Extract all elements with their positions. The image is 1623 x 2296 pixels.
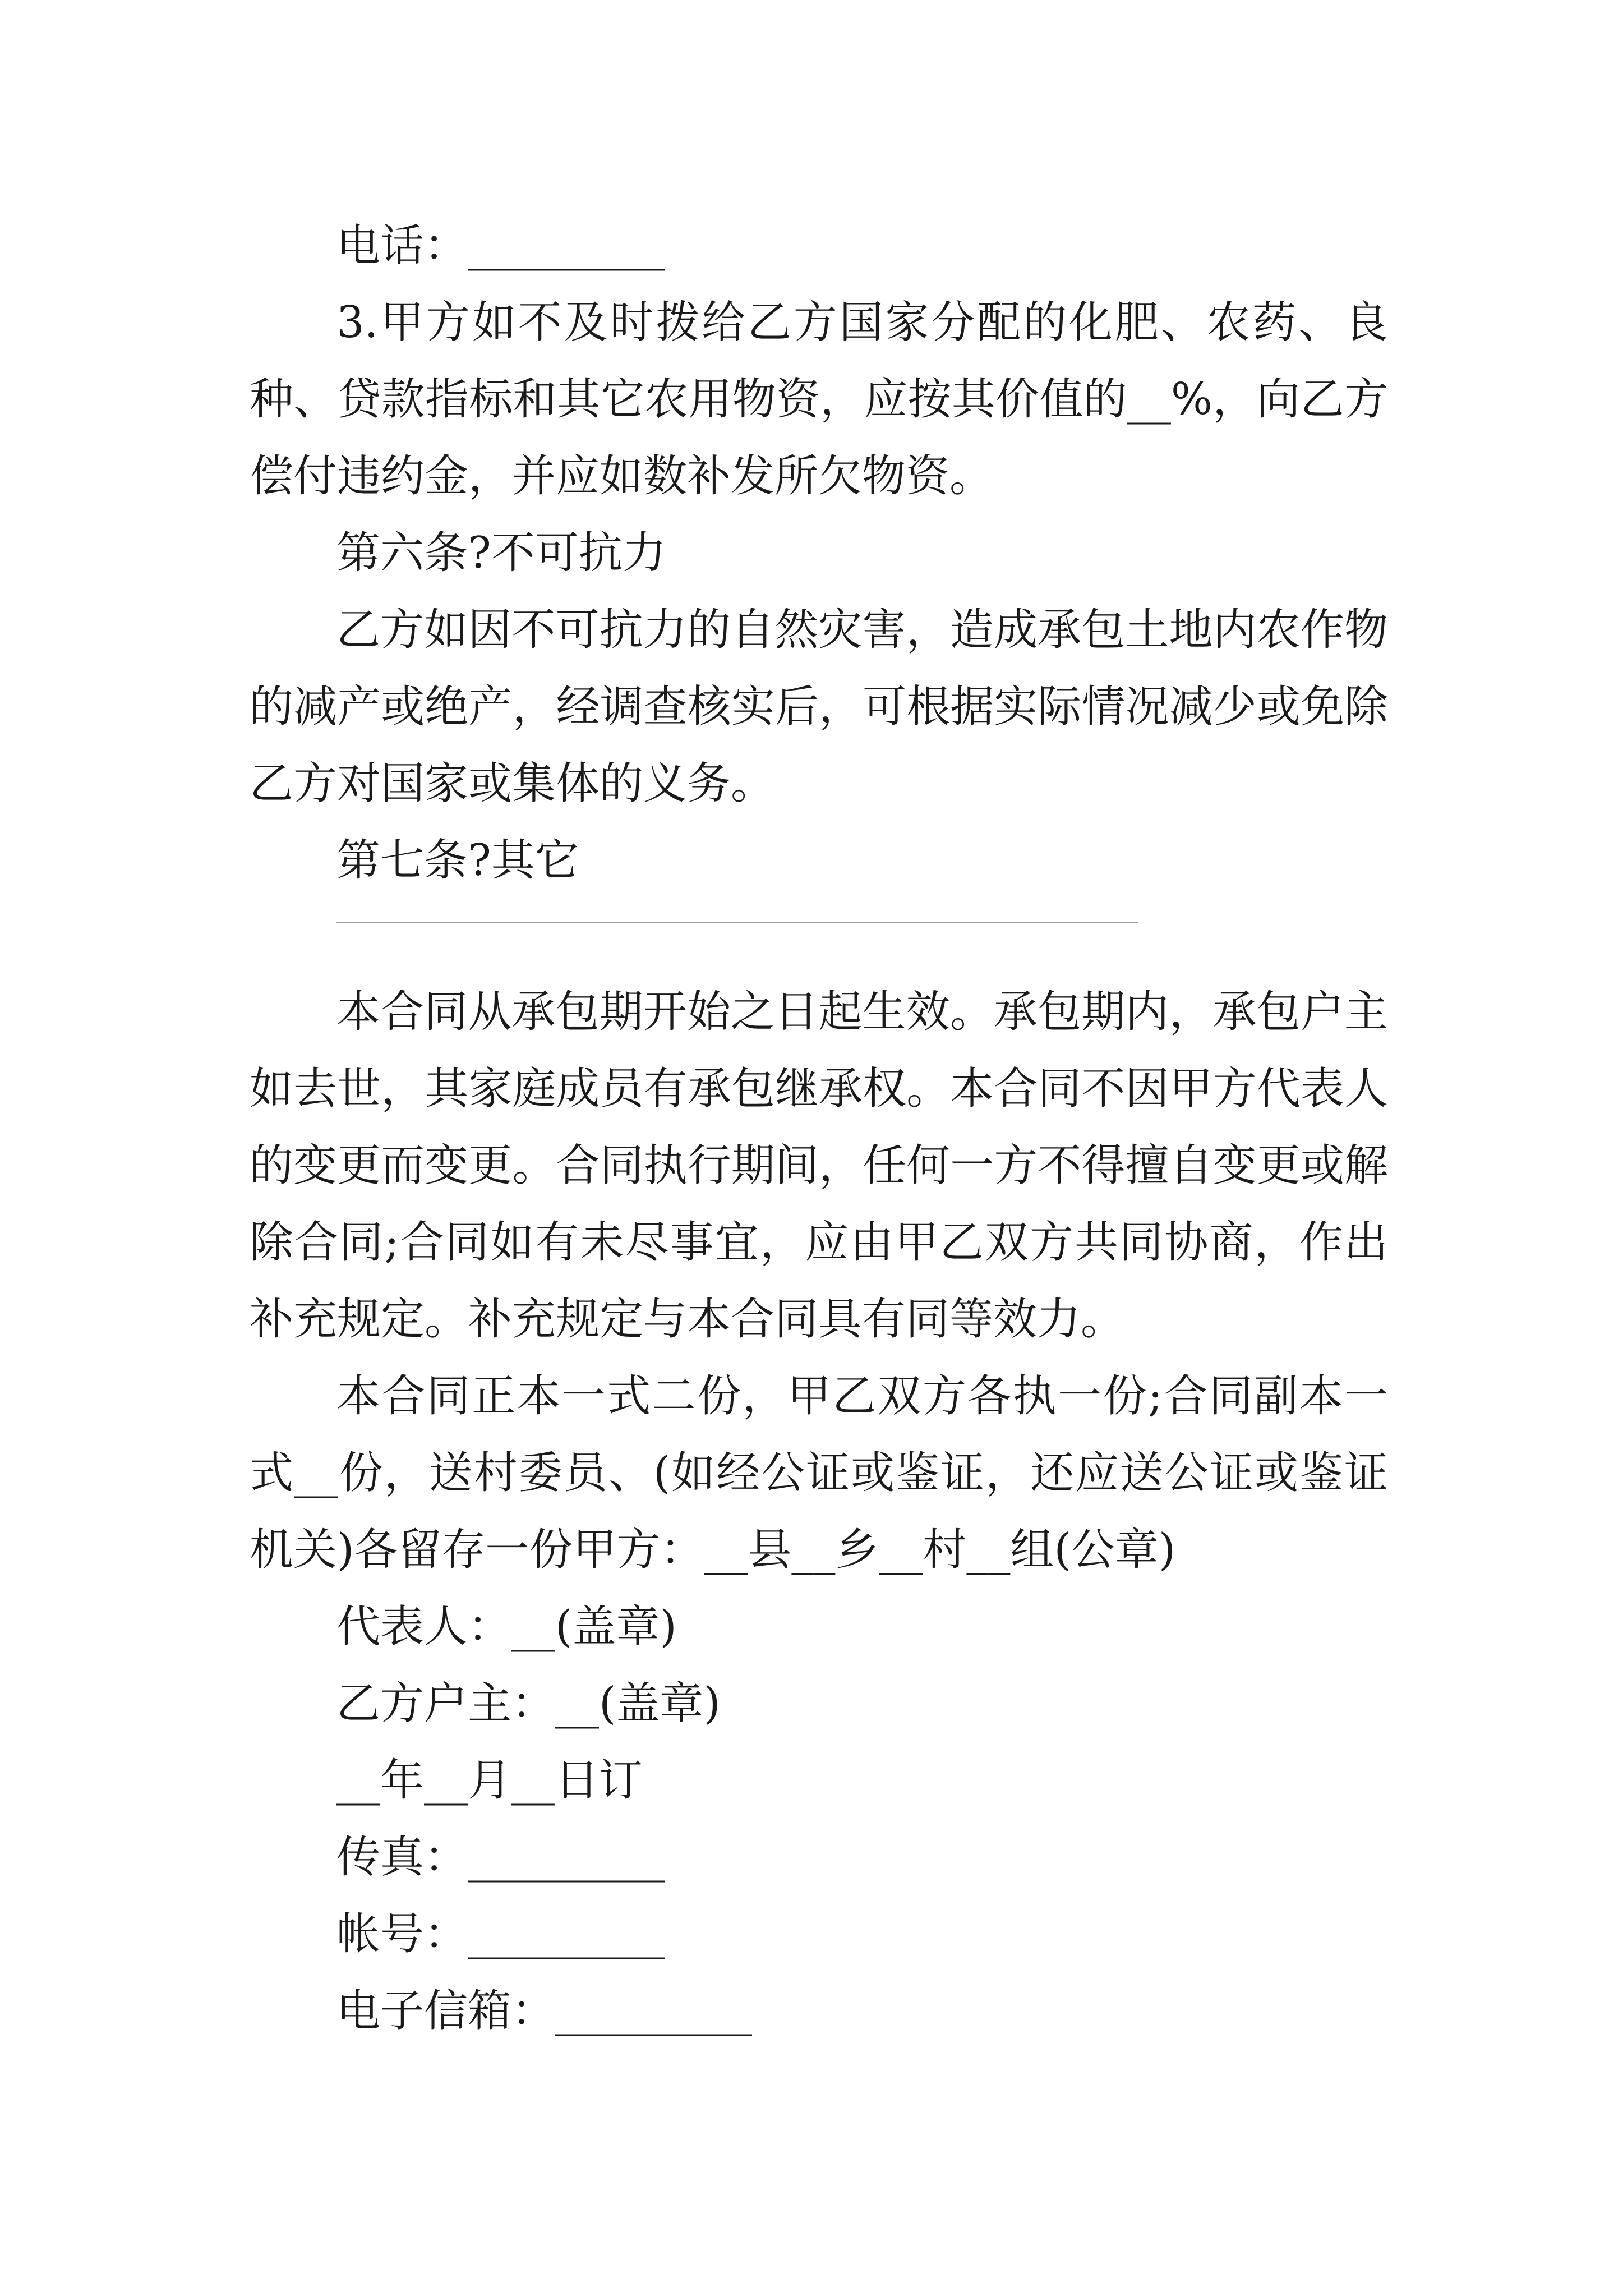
clause-3-text: 3.甲方如不及时拨给乙方国家分配的化肥、农药、良种、贷款指标和其它农用物资，应按其价值的__%，向乙方偿付违约金，并应如数补发所欠物资。 <box>250 297 1388 501</box>
representative-line: 代表人：__(盖章) <box>336 1602 677 1652</box>
document-page <box>250 208 1388 2050</box>
party-b-head-line: 乙方户主：__(盖章) <box>336 1678 721 1729</box>
date-line: __年__月__日订 <box>336 1755 643 1806</box>
email-line: 电子信箱：_________ <box>336 1986 753 2036</box>
account-line: 帐号：_________ <box>336 1909 665 1959</box>
effect-clause-text: 本合同从承包期开始之日起生效。承包期内，承包户主如去世，其家庭成员有承包继承权。本合同不因甲方代表人的变更而变更。合同执行期间，任何一方不得擅自变更或解除合同;合同如有未尽事宜，应由甲乙双方共同协商，作出补充规定。补充规定与本合同具有同等效力。 <box>250 987 1388 1345</box>
fax-line: 传真：_________ <box>336 1832 665 1883</box>
phone-line: 电话：_________ <box>336 220 665 271</box>
blank-fill-line <box>336 922 1138 923</box>
article-6-heading: 第六条?不可抗力 <box>336 528 666 578</box>
article-6-text: 乙方如因不可抗力的自然灾害，造成承包土地内农作物的减产或绝产，经调查核实后，可根据实际情况减少或免除乙方对国家或集体的义务。 <box>250 605 1388 809</box>
article-7-heading: 第七条?其它 <box>336 835 579 886</box>
copies-clause-text: 本合同正本一式二份，甲乙双方各执一份;合同副本一式__份，送村委员、(如经公证或鉴证，还应送公证或鉴证机关)各留存一份甲方：__县__乡__村__组(公章) <box>250 1371 1388 1575</box>
